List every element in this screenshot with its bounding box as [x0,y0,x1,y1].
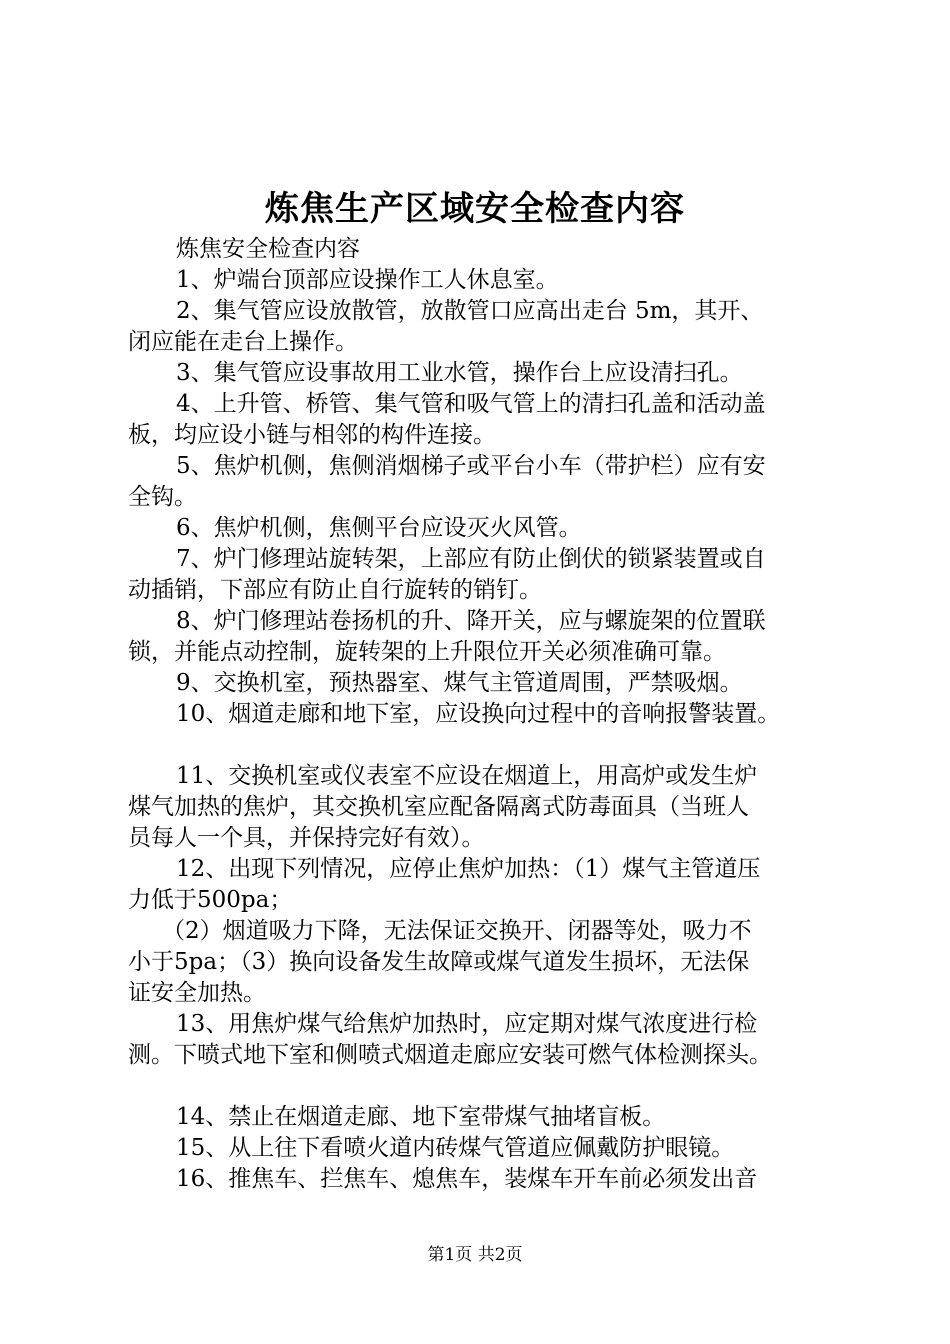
paragraph-line: 1、炉端台顶部应设操作工人休息室。 [176,267,559,293]
paragraph-line: 12、出现下列情况，应停止焦炉加热：（1）煤气主管道压 [176,856,761,882]
paragraph-line: 动插销，下部应有防止自行旋转的销钉。 [128,577,542,603]
paragraph-line: 16、推焦车、拦焦车、熄焦车，装煤车开车前必须发出音 [176,1166,758,1192]
paragraph-line: 5、焦炉机侧，焦侧消烟梯子或平台小车（带护栏）应有安 [176,453,766,479]
paragraph-line: 15、从上往下看喷火道内砖煤气管道应佩戴防护眼镜。 [176,1135,735,1161]
blank-line [128,1071,833,1102]
document-body [128,234,833,1195]
paragraph-line: 3、集气管应设事故用工业水管，操作台上应设清扫孔。 [176,360,743,386]
paragraph-line: 测。下喷式地下室和侧喷式烟道走廊应安装可燃气体检测探头。 [128,1042,772,1068]
document-title: 炼焦生产区域安全检查内容 [265,189,685,229]
paragraph-line: 11、交换机室或仪表室不应设在烟道上，用高炉或发生炉 [176,763,758,789]
page-footer: 第1页 共2页 [427,1245,523,1265]
blank-line [128,730,833,761]
paragraph-line: 力低于500pa； [128,887,293,913]
paragraph-line: 员每人一个具，并保持完好有效）。 [128,825,485,851]
paragraph-line: 13、用焦炉煤气给焦炉加热时，应定期对煤气浓度进行检 [176,1011,758,1037]
section-heading: 炼焦安全检查内容 [176,236,360,262]
paragraph-line: 证安全加热。 [128,980,266,1006]
paragraph-line: 煤气加热的焦炉，其交换机室应配备隔离式防毒面具（当班人 [128,794,749,820]
paragraph-line: 4、上升管、桥管、集气管和吸气管上的清扫孔盖和活动盖 [176,391,766,417]
paragraph-line: 2、集气管应设放散管，放散管口应高出走台 5m，其开、 [176,298,764,324]
paragraph-line: 7、炉门修理站旋转架，上部应有防止倒伏的锁紧装置或自 [176,546,766,572]
paragraph-line: 全钩。 [128,484,197,510]
paragraph-line: 9、交换机室，预热器室、煤气主管道周围，严禁吸烟。 [176,670,743,696]
paragraph-line: 锁，并能点动控制，旋转架的上升限位开关必须准确可靠。 [128,639,726,665]
paragraph-line: （2）烟道吸力下降，无法保证交换开、闭器等处，吸力不 [162,918,752,944]
paragraph-line: 6、焦炉机侧，焦侧平台应设灭火风管。 [176,515,582,541]
paragraph-line: 10、烟道走廊和地下室，应设换向过程中的音响报警装置。 [176,701,781,727]
paragraph-line: 14、禁止在烟道走廊、地下室带煤气抽堵盲板。 [176,1104,666,1130]
paragraph-line: 8、炉门修理站卷扬机的升、降开关，应与螺旋架的位置联 [176,608,766,634]
paragraph-line: 板，均应设小链与相邻的构件连接。 [128,422,496,448]
paragraph-line: 闭应能在走台上操作。 [128,329,358,355]
paragraph-line: 小于5pa；（3）换向设备发生故障或煤气道发生损坏，无法保 [128,949,750,975]
